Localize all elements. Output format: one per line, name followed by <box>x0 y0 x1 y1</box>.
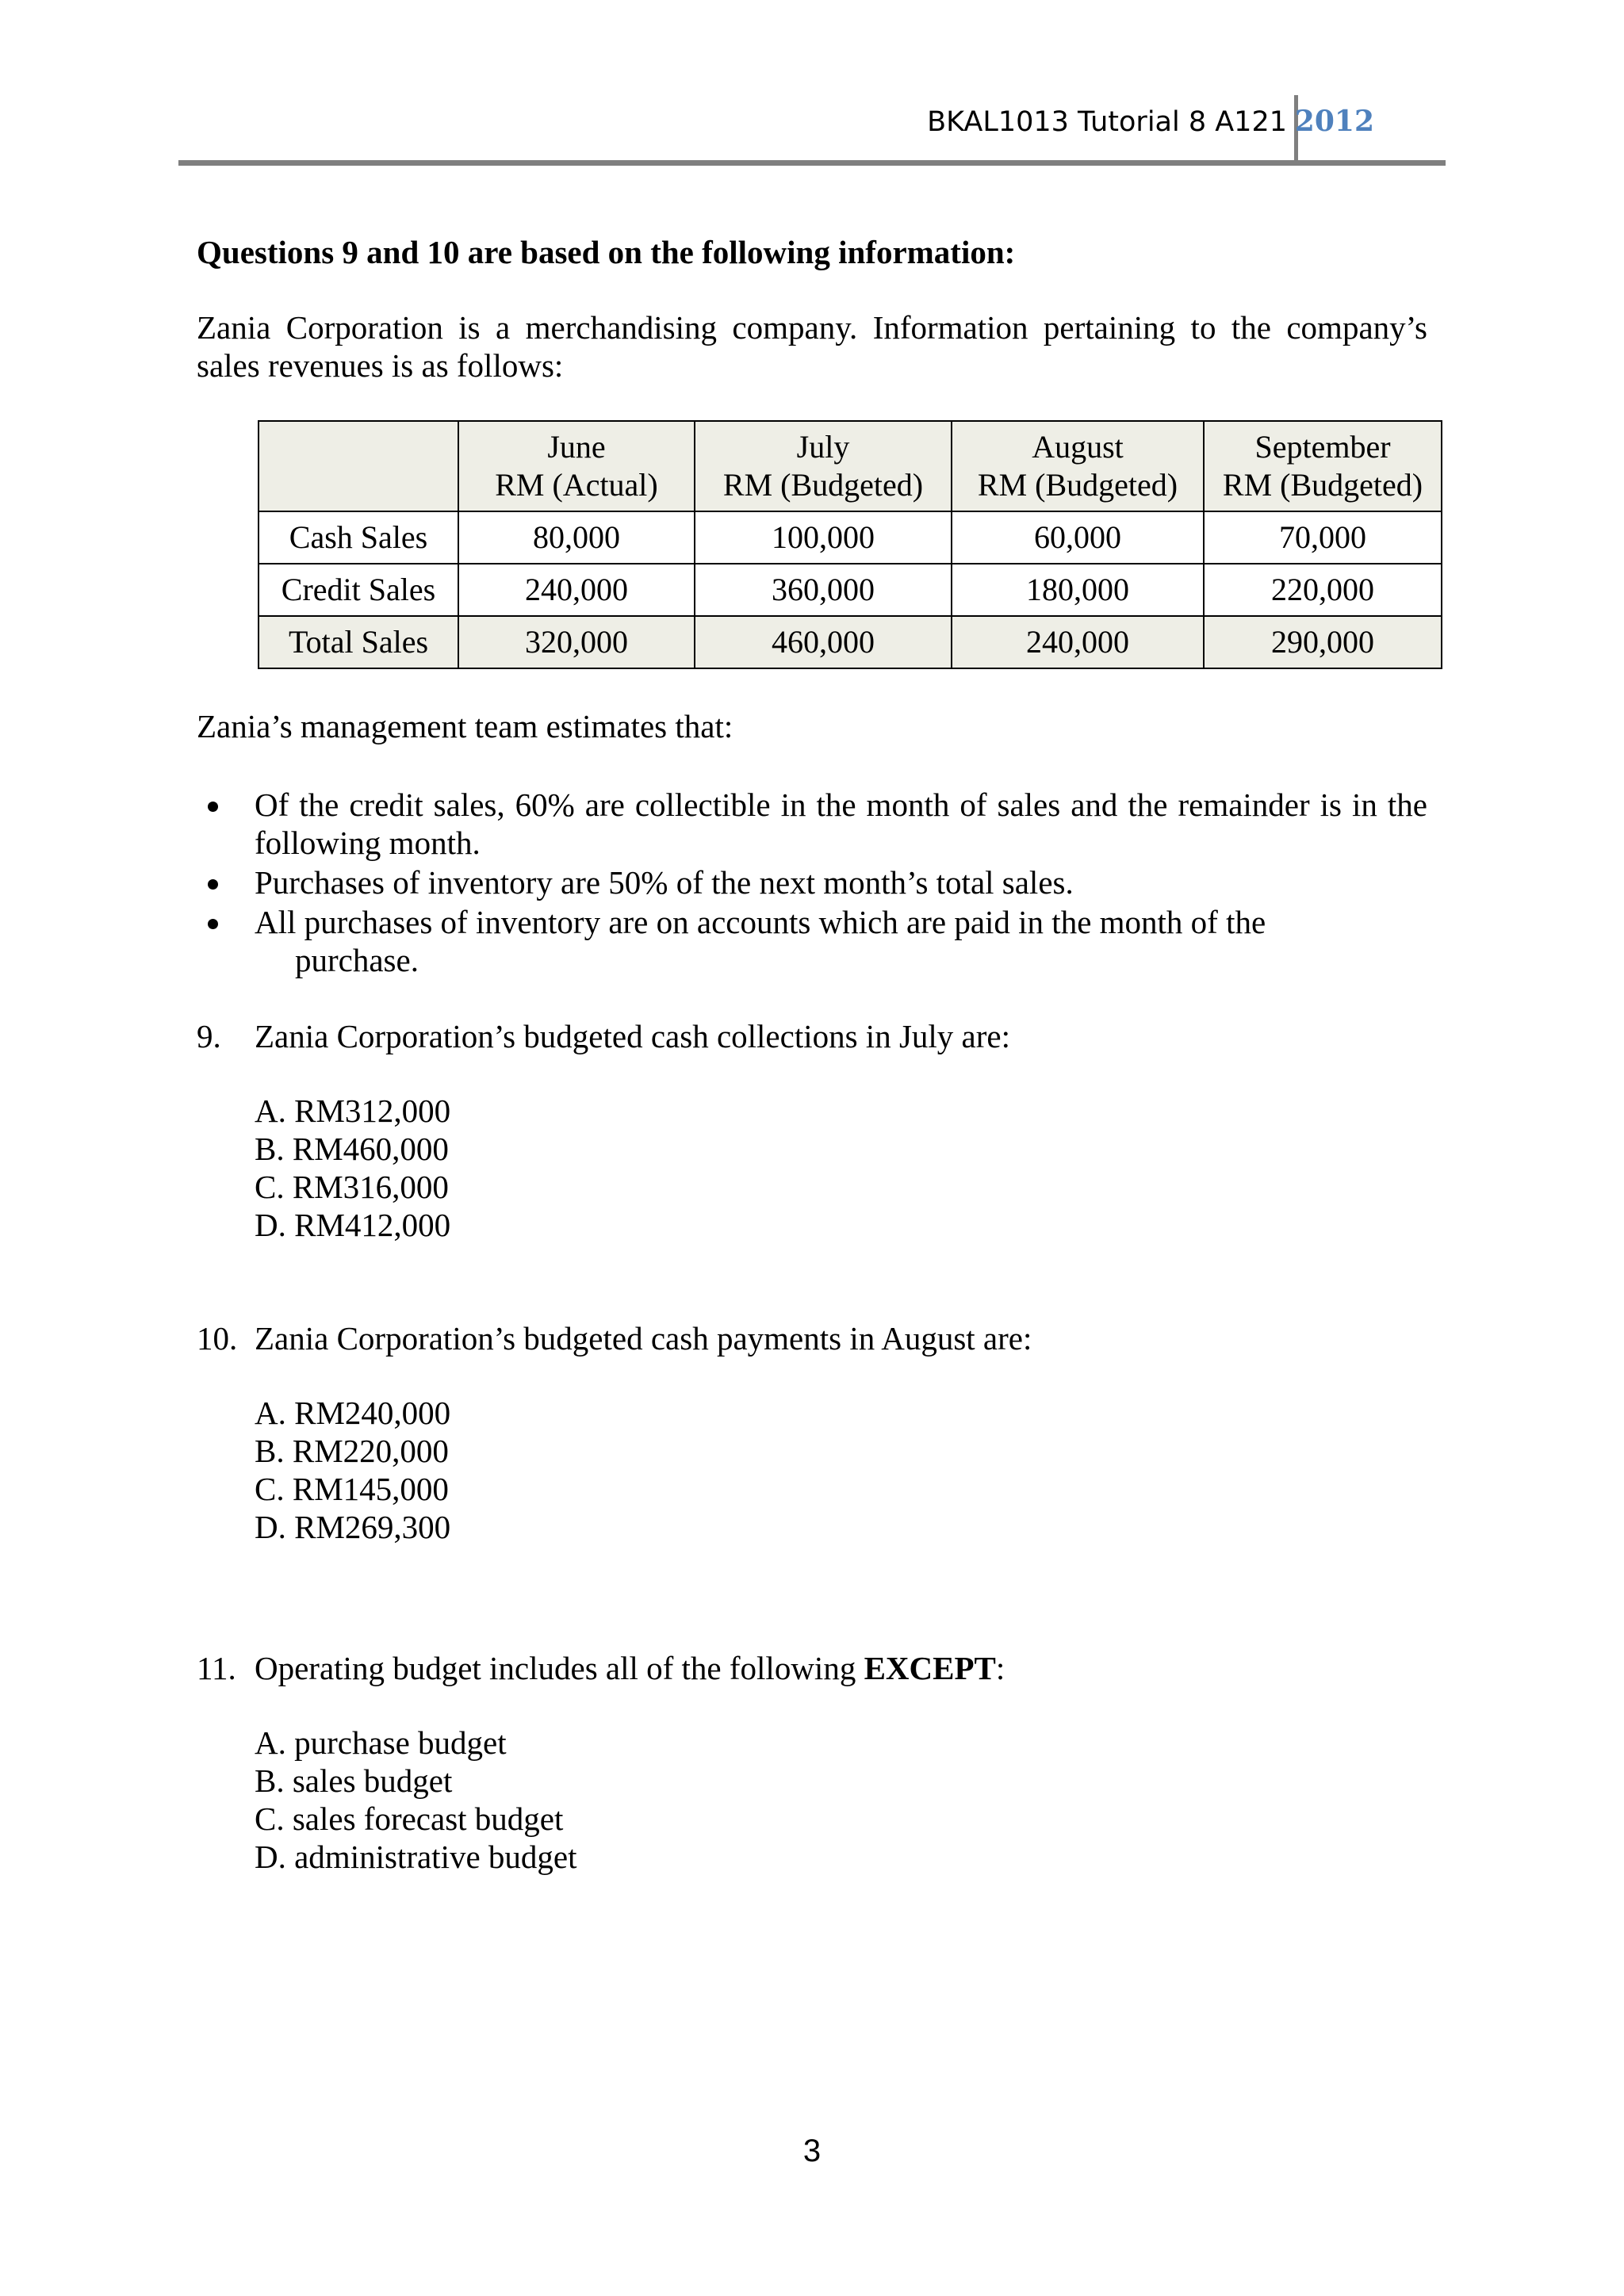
question-11-option-d: D. administrative budget <box>255 1839 577 1875</box>
question-11-number: 11. <box>197 1650 236 1686</box>
table-cell: 320,000 <box>458 616 695 668</box>
bullet-dot <box>208 802 218 812</box>
table-cell: 100,000 <box>695 511 952 564</box>
question-9-option-c: C. RM316,000 <box>255 1169 449 1205</box>
bullet-1-line-2: following month. <box>255 825 481 861</box>
bullet-dot <box>208 919 218 929</box>
table-header-cell: September RM (Budgeted) <box>1204 421 1442 511</box>
table-cell: 80,000 <box>458 511 695 564</box>
table-cell: 460,000 <box>695 616 952 668</box>
question-9-number: 9. <box>197 1018 221 1054</box>
table-cell: 290,000 <box>1204 616 1442 668</box>
question-11-text: Operating budget includes all of the following EXCEPT: <box>255 1650 1005 1686</box>
bullet-2: Purchases of inventory are 50% of the next month’s total sales. <box>255 864 1074 901</box>
question-10-option-b: B. RM220,000 <box>255 1433 449 1469</box>
intro-line-2: sales revenues is as follows: <box>197 347 564 384</box>
question-10-option-a: A. RM240,000 <box>255 1395 451 1431</box>
table-cell: 180,000 <box>952 564 1204 616</box>
table-cell: 60,000 <box>952 511 1204 564</box>
question-10-text: Zania Corporation’s budgeted cash payments in August are: <box>255 1320 1032 1357</box>
table-row <box>259 511 1442 564</box>
table-row <box>259 616 1442 668</box>
question-9-text: Zania Corporation’s budgeted cash collections in July are: <box>255 1018 1010 1054</box>
question-11-option-c: C. sales forecast budget <box>255 1800 564 1837</box>
header-year: 2012 <box>1294 105 1374 138</box>
table-row <box>259 564 1442 616</box>
sales-table <box>258 420 1442 669</box>
question-10-number: 10. <box>197 1320 238 1357</box>
page-number: 3 <box>802 2133 822 2168</box>
question-10-option-d: D. RM269,300 <box>255 1509 451 1545</box>
intro-line-1: Zania Corporation is a merchandising company. Information pertaining to the company’s <box>197 309 1427 346</box>
bullet-3-line-2: purchase. <box>295 942 419 978</box>
bullet-dot <box>208 879 218 890</box>
table-cell: 70,000 <box>1204 511 1442 564</box>
table-header-cell: August RM (Budgeted) <box>952 421 1204 511</box>
table-corner-cell <box>259 421 458 511</box>
table-cell: 240,000 <box>952 616 1204 668</box>
table-header-cell: June RM (Actual) <box>458 421 695 511</box>
estimates-lead: Zania’s management team estimates that: <box>197 708 733 744</box>
table-header-cell: July RM (Budgeted) <box>695 421 952 511</box>
question-10-option-c: C. RM145,000 <box>255 1471 449 1507</box>
row-label: Total Sales <box>259 616 458 668</box>
question-11-option-b: B. sales budget <box>255 1762 453 1799</box>
question-9-option-b: B. RM460,000 <box>255 1131 449 1167</box>
row-label: Credit Sales <box>259 564 458 616</box>
bullet-3-line-1: All purchases of inventory are on accounts which are paid in the month of the <box>255 904 1266 940</box>
page-header <box>178 95 1446 166</box>
header-course: BKAL1013 Tutorial 8 A121 <box>927 106 1287 138</box>
question-9-option-a: A. RM312,000 <box>255 1093 451 1129</box>
row-label: Cash Sales <box>259 511 458 564</box>
table-cell: 240,000 <box>458 564 695 616</box>
bullet-1-line-1: Of the credit sales, 60% are collectible in the month of sales and the remainder is in the <box>255 786 1427 823</box>
table-cell: 220,000 <box>1204 564 1442 616</box>
question-11-emphasis: EXCEPT <box>864 1650 996 1686</box>
table-header-row <box>259 421 1442 511</box>
question-11-option-a: A. purchase budget <box>255 1724 507 1761</box>
table-cell: 360,000 <box>695 564 952 616</box>
question-9-option-d: D. RM412,000 <box>255 1207 451 1243</box>
intro-heading: Questions 9 and 10 are based on the following information: <box>197 234 1016 270</box>
